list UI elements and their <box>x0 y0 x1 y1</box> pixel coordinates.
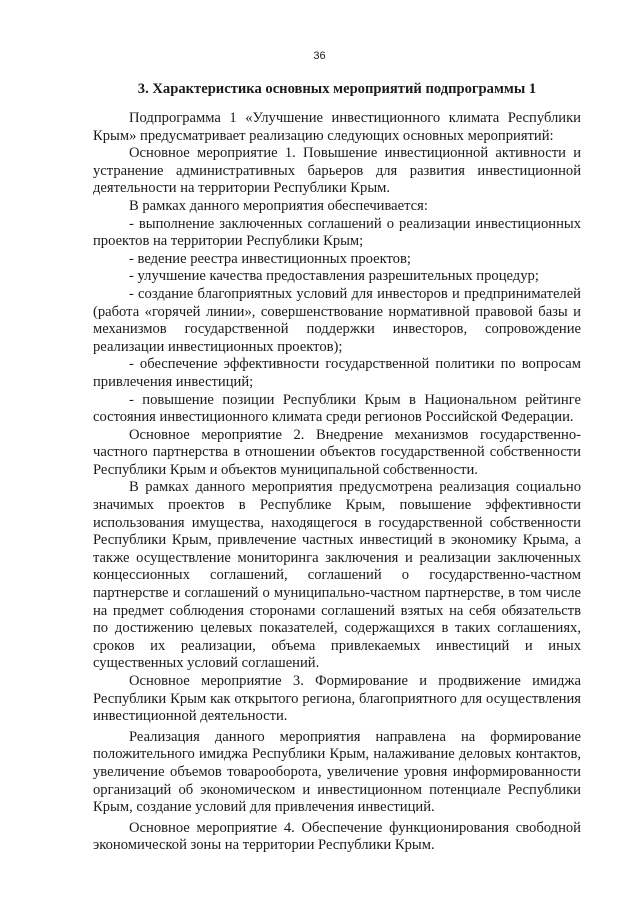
list-item: - улучшение качества предоставления разрешительных процедур; <box>129 268 539 285</box>
paragraph-measure-4: Основное мероприятие 4. Обеспечение функционирования свободной экономической зоны на территории Республики Крым. <box>93 819 581 854</box>
list-item: - повышение позиции Республики Крым в Национальном рейтинге состояния инвестиционного климата среди регионов Российской Федерации. <box>93 391 581 426</box>
paragraph-measure-2: Основное мероприятие 2. Внедрение механизмов государственно-частного партнерства в отношении объектов государственной собственности Республики Крым и объектов муниципальной собственности. <box>93 426 581 478</box>
list-item: - ведение реестра инвестиционных проектов; <box>129 250 411 267</box>
paragraph-measure-1: Основное мероприятие 1. Повышение инвестиционной активности и устранение административных барьеров для развития инвестиционной деятельности на территории Республики Крым. <box>93 145 581 197</box>
list-item: - обеспечение эффективности государственной политики по вопросам привлечения инвестиций; <box>93 356 581 390</box>
paragraph-measure-2-scope: В рамках данного мероприятия предусмотрена реализация социально значимых проектов в Республике Крым, повышение эффективности использования имущества, находящегося в государственной собственности Республики Крым, привлечение частных инвестиций в экономику Крыма, а также осуществление мониторинга заключения и реализации заключенных концессионных соглашений, соглашений о государственно-частном партнерстве и соглашений о муниципально-частном партнерстве, в том числе на предмет соблюдения сторонами соглашений взятых на себя обязательств по достижению целевых показателей, содержащихся в таких соглашениях, сроков их реализации, объема привлекаемых инвестиций и иных существенных условий соглашений. <box>93 479 581 672</box>
list-item: - выполнение заключенных соглашений о реализации инвестиционных проектов на территории Республики Крым; <box>93 215 581 250</box>
paragraph-measure-3: Основное мероприятие 3. Формирование и продвижение имиджа Республики Крым как открытого региона, благоприятного для осуществления инвестиционной деятельности. <box>93 673 581 725</box>
page-number: 36 <box>313 50 326 62</box>
paragraph-intro: Подпрограмма 1 «Улучшение инвестиционного климата Республики Крым» предусматривает реализацию следующих основных мероприятий: <box>93 110 581 144</box>
paragraph-measure-1-scope: В рамках данного мероприятия обеспечивается: <box>129 197 428 214</box>
list-item: - создание благоприятных условий для инвесторов и предпринимателей (работа «горячей линии», совершенствование нормативной правовой базы и механизмов государственной поддержки инвесторов, сопровождение реализации инвестиционных проектов); <box>93 285 581 355</box>
section-heading: 3. Характеристика основных мероприятий подпрограммы 1 <box>137 81 537 97</box>
paragraph-measure-3-scope: Реализация данного мероприятия направлена на формирование положительного имиджа Республики Крым, налаживание деловых контактов, увеличение объемов товарооборота, увеличение уровня информированности организаций об экономическом и инвестиционном потенциале Республики Крым, создание условий для привлечения инвестиций. <box>93 728 581 816</box>
document-body <box>93 80 581 855</box>
